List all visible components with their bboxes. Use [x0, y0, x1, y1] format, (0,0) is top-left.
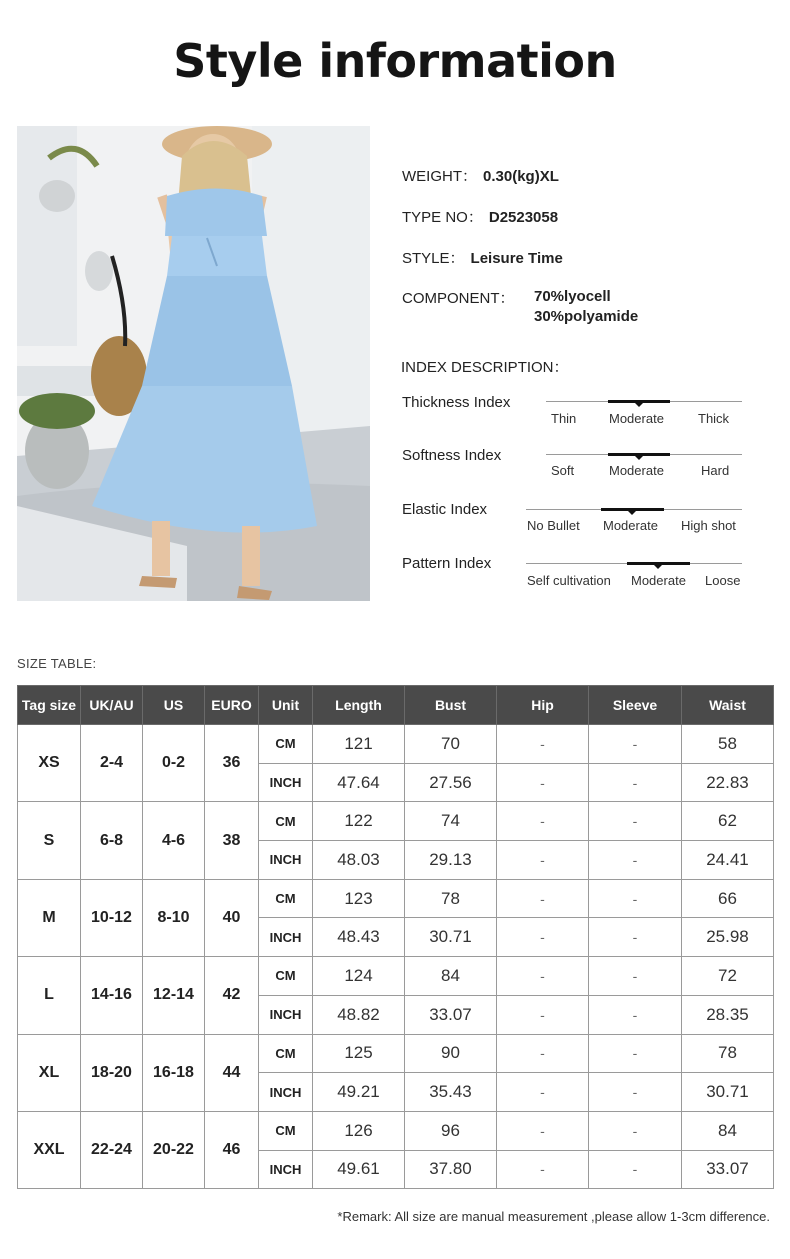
softness-index-pointer [635, 456, 643, 460]
size-tag-cell: XL [18, 1034, 81, 1111]
waist-cell: 78 [682, 1034, 774, 1073]
unit-cell: CM [259, 957, 313, 996]
euro-cell: 42 [205, 957, 259, 1034]
us-cell: 8-10 [143, 879, 205, 956]
length-cell: 48.43 [313, 918, 405, 957]
waist-cell: 25.98 [682, 918, 774, 957]
component-value: 70%lyocell [534, 288, 611, 305]
type-value: D2523058 [488, 209, 559, 226]
hip-cell: - [497, 995, 589, 1034]
bust-cell: 33.07 [405, 995, 497, 1034]
us-cell: 0-2 [143, 725, 205, 802]
unit-cell: CM [259, 1111, 313, 1150]
waist-cell: 84 [682, 1111, 774, 1150]
sleeve-cell: - [589, 1034, 682, 1073]
bust-cell: 84 [405, 957, 497, 996]
size-tag-cell: XS [18, 725, 81, 802]
sleeve-cell: - [589, 763, 682, 802]
weight-value: 0.30(kg)XL [483, 168, 559, 185]
elastic-index-pointer [628, 511, 636, 515]
waist-cell: 24.41 [682, 841, 774, 880]
header-euro: EURO [205, 686, 259, 725]
index-description-heading: INDEX DESCRIPTION： [401, 359, 569, 376]
sleeve-cell: - [589, 879, 682, 918]
bust-cell: 70 [405, 725, 497, 764]
hip-cell: - [497, 1111, 589, 1150]
euro-cell: 40 [205, 879, 259, 956]
pattern-option-moderate: Moderate [631, 573, 686, 588]
product-photo [17, 126, 370, 601]
bust-cell: 74 [405, 802, 497, 841]
length-cell: 123 [313, 879, 405, 918]
unit-cell: CM [259, 725, 313, 764]
length-cell: 48.03 [313, 841, 405, 880]
header-bust: Bust [405, 686, 497, 725]
uk-au-cell: 18-20 [81, 1034, 143, 1111]
size-table-label: SIZE TABLE: [17, 656, 97, 671]
type-label: TYPE NO： [402, 209, 483, 226]
style-spec [402, 247, 563, 268]
unit-cell: INCH [259, 841, 313, 880]
thickness-option-moderate: Moderate [609, 411, 664, 426]
table-row [18, 879, 774, 918]
size-tag-cell: S [18, 802, 81, 879]
bust-cell: 78 [405, 879, 497, 918]
bust-cell: 90 [405, 1034, 497, 1073]
component-label: COMPONENT： [402, 290, 515, 307]
length-cell: 121 [313, 725, 405, 764]
us-cell: 4-6 [143, 802, 205, 879]
header-tag-size: Tag size [18, 686, 81, 725]
length-cell: 47.64 [313, 763, 405, 802]
waist-cell: 22.83 [682, 763, 774, 802]
sleeve-cell: - [589, 725, 682, 764]
unit-cell: INCH [259, 918, 313, 957]
hip-cell: - [497, 1150, 589, 1189]
waist-cell: 62 [682, 802, 774, 841]
thickness-option-thin: Thin [551, 411, 577, 426]
softness-index-label: Softness Index [402, 447, 502, 464]
unit-cell: INCH [259, 763, 313, 802]
hip-cell: - [497, 725, 589, 764]
hip-cell: - [497, 957, 589, 996]
sleeve-cell: - [589, 1150, 682, 1189]
elastic-option-moderate: Moderate [603, 518, 658, 533]
page-title: Style information [173, 34, 617, 88]
header-us: US [143, 686, 205, 725]
header-waist: Waist [682, 686, 774, 725]
length-cell: 49.21 [313, 1073, 405, 1112]
waist-cell: 72 [682, 957, 774, 996]
remark-note: *Remark: All size are manual measurement ,please allow 1-3cm difference. [337, 1209, 770, 1224]
length-cell: 48.82 [313, 995, 405, 1034]
unit-cell: CM [259, 879, 313, 918]
euro-cell: 36 [205, 725, 259, 802]
size-tag-cell: XXL [18, 1111, 81, 1188]
uk-au-cell: 2-4 [81, 725, 143, 802]
table-row [18, 802, 774, 841]
weight-spec [402, 165, 559, 186]
pattern-index-pointer [654, 565, 662, 569]
component-value: 30%polyamide [534, 308, 639, 325]
hip-cell: - [497, 763, 589, 802]
bust-cell: 96 [405, 1111, 497, 1150]
softness-option-soft: Soft [551, 463, 575, 478]
sleeve-cell: - [589, 1111, 682, 1150]
table-row [18, 1111, 774, 1150]
uk-au-cell: 22-24 [81, 1111, 143, 1188]
hip-cell: - [497, 841, 589, 880]
euro-cell: 38 [205, 802, 259, 879]
unit-cell: CM [259, 1034, 313, 1073]
style-value: Leisure Time [470, 250, 563, 267]
uk-au-cell: 10-12 [81, 879, 143, 956]
euro-cell: 46 [205, 1111, 259, 1188]
header-unit: Unit [259, 686, 313, 725]
elastic-index-label: Elastic Index [402, 501, 488, 518]
us-cell: 20-22 [143, 1111, 205, 1188]
us-cell: 12-14 [143, 957, 205, 1034]
hip-cell: - [497, 879, 589, 918]
hip-cell: - [497, 1034, 589, 1073]
component-values [534, 287, 638, 327]
style-label: STYLE： [402, 250, 465, 267]
weight-label: WEIGHT： [402, 168, 477, 185]
header-length: Length [313, 686, 405, 725]
length-cell: 124 [313, 957, 405, 996]
unit-cell: INCH [259, 995, 313, 1034]
component-spec [402, 287, 515, 308]
unit-cell: INCH [259, 1073, 313, 1112]
bust-cell: 35.43 [405, 1073, 497, 1112]
unit-cell: INCH [259, 1150, 313, 1189]
hip-cell: - [497, 1073, 589, 1112]
header-sleeve: Sleeve [589, 686, 682, 725]
sleeve-cell: - [589, 802, 682, 841]
sleeve-cell: - [589, 918, 682, 957]
pattern-option-loose: Loose [705, 573, 741, 588]
sleeve-cell: - [589, 957, 682, 996]
header-hip: Hip [497, 686, 589, 725]
type-spec [402, 206, 558, 227]
unit-cell: CM [259, 802, 313, 841]
waist-cell: 30.71 [682, 1073, 774, 1112]
euro-cell: 44 [205, 1034, 259, 1111]
sleeve-cell: - [589, 841, 682, 880]
bust-cell: 37.80 [405, 1150, 497, 1189]
table-row [18, 1034, 774, 1073]
waist-cell: 66 [682, 879, 774, 918]
elastic-option-high-shot: High shot [681, 518, 736, 533]
size-table-header [18, 686, 774, 725]
size-table [17, 685, 774, 1189]
waist-cell: 58 [682, 725, 774, 764]
waist-cell: 33.07 [682, 1150, 774, 1189]
table-row [18, 957, 774, 996]
header-uk-au: UK/AU [81, 686, 143, 725]
sleeve-cell: - [589, 995, 682, 1034]
hip-cell: - [497, 918, 589, 957]
pattern-option-self-cultivation: Self cultivation [527, 573, 611, 588]
thickness-index-label: Thickness Index [402, 394, 511, 411]
hip-cell: - [497, 802, 589, 841]
sleeve-cell: - [589, 1073, 682, 1112]
uk-au-cell: 14-16 [81, 957, 143, 1034]
length-cell: 122 [313, 802, 405, 841]
bust-cell: 30.71 [405, 918, 497, 957]
bust-cell: 29.13 [405, 841, 497, 880]
thickness-index-pointer [635, 403, 643, 407]
size-tag-cell: M [18, 879, 81, 956]
pattern-index-label: Pattern Index [402, 555, 492, 572]
bust-cell: 27.56 [405, 763, 497, 802]
length-cell: 125 [313, 1034, 405, 1073]
length-cell: 126 [313, 1111, 405, 1150]
thickness-option-thick: Thick [698, 411, 730, 426]
size-tag-cell: L [18, 957, 81, 1034]
us-cell: 16-18 [143, 1034, 205, 1111]
softness-option-moderate: Moderate [609, 463, 664, 478]
length-cell: 49.61 [313, 1150, 405, 1189]
table-row [18, 725, 774, 764]
uk-au-cell: 6-8 [81, 802, 143, 879]
softness-option-hard: Hard [701, 463, 730, 478]
elastic-option-no-bullet: No Bullet [527, 518, 580, 533]
waist-cell: 28.35 [682, 995, 774, 1034]
